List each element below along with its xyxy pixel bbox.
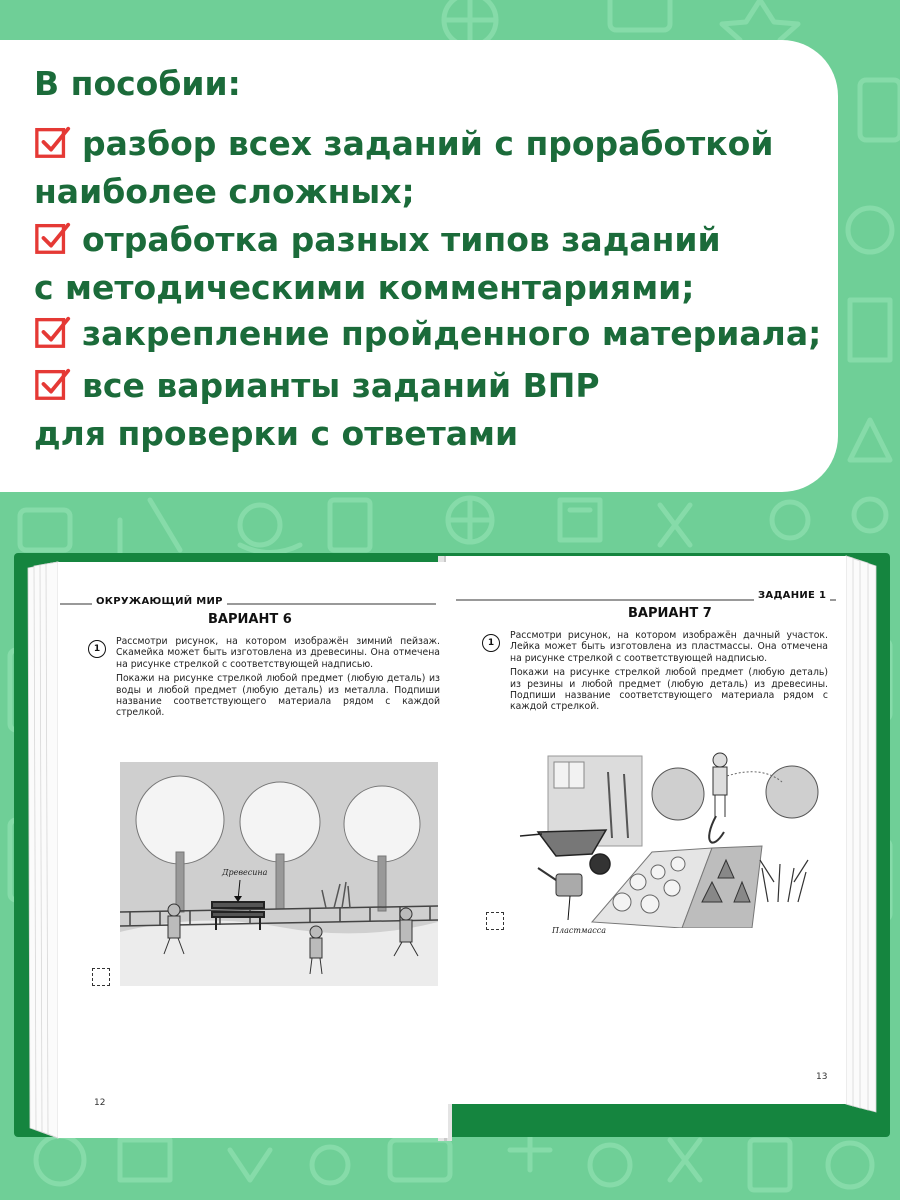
boy [713,753,727,817]
left-page-number: 12 [94,1098,106,1108]
bullet-4-line-2: для проверки с ответами [34,414,519,453]
watering-can [538,868,582,896]
right-task-number: 1 [482,634,500,652]
left-paragraph-2: Покажи на рисунке стрелкой любой предмет (любую деталь) из воды и любой предмет (любую деталь) из металла. Подпиши название соответствующего материала рядом с каждой стрелкой. [116,673,440,719]
right-task-text [510,630,828,716]
bullet-2-line-2: с методическими комментариями; [34,268,695,307]
left-variant-title: ВАРИАНТ 6 [208,612,292,627]
bullet-3-line-1: закрепление пройденного материала; [82,314,822,353]
left-picture-label: Древесина [222,868,268,877]
garden-picture [512,752,832,928]
bullet-2-line-1: отработка разных типов заданий [82,220,721,259]
card-title: В пособии: [34,64,241,103]
right-paragraph-2: Покажи на рисунке стрелкой любой предмет (любую деталь) из резины и любой предмет (любую деталь) из древесины. Подпиши название соответствующего материала рядом с каждой стрелкой. [510,667,828,713]
right-variant-title: ВАРИАНТ 7 [628,606,712,621]
right-page-header: ЗАДАНИЕ 1 [754,590,830,601]
left-page-header: ОКРУЖАЮЩИЙ МИР [92,596,227,607]
left-task-number: 1 [88,640,106,658]
left-paragraph-1: Рассмотри рисунок, на котором изображён зимний пейзаж. Скамейка может быть изготовлена из древесины. Она отмечена на рисунке стрелкой с соответствующей надписью. [116,636,440,670]
right-answer-box[interactable] [486,912,504,930]
left-answer-box[interactable] [92,968,110,986]
right-paragraph-1: Рассмотри рисунок, на котором изображён дачный участок. Лейка может быть изготовлена из пластмассы. Она отмечена на рисунке стрелкой с соответствующей надписью. [510,630,828,664]
bullet-1-line-1: разбор всех заданий с проработкой [82,124,774,163]
winter-landscape-picture [120,762,438,986]
bullet-4-line-1: все варианты заданий ВПР [82,366,600,405]
bullet-1-line-2: наиболее сложных; [34,172,415,211]
right-picture-label: Пластмасса [552,926,607,935]
right-page-number: 13 [816,1072,828,1082]
wheelbarrow [520,830,610,874]
left-task-text [116,636,440,722]
